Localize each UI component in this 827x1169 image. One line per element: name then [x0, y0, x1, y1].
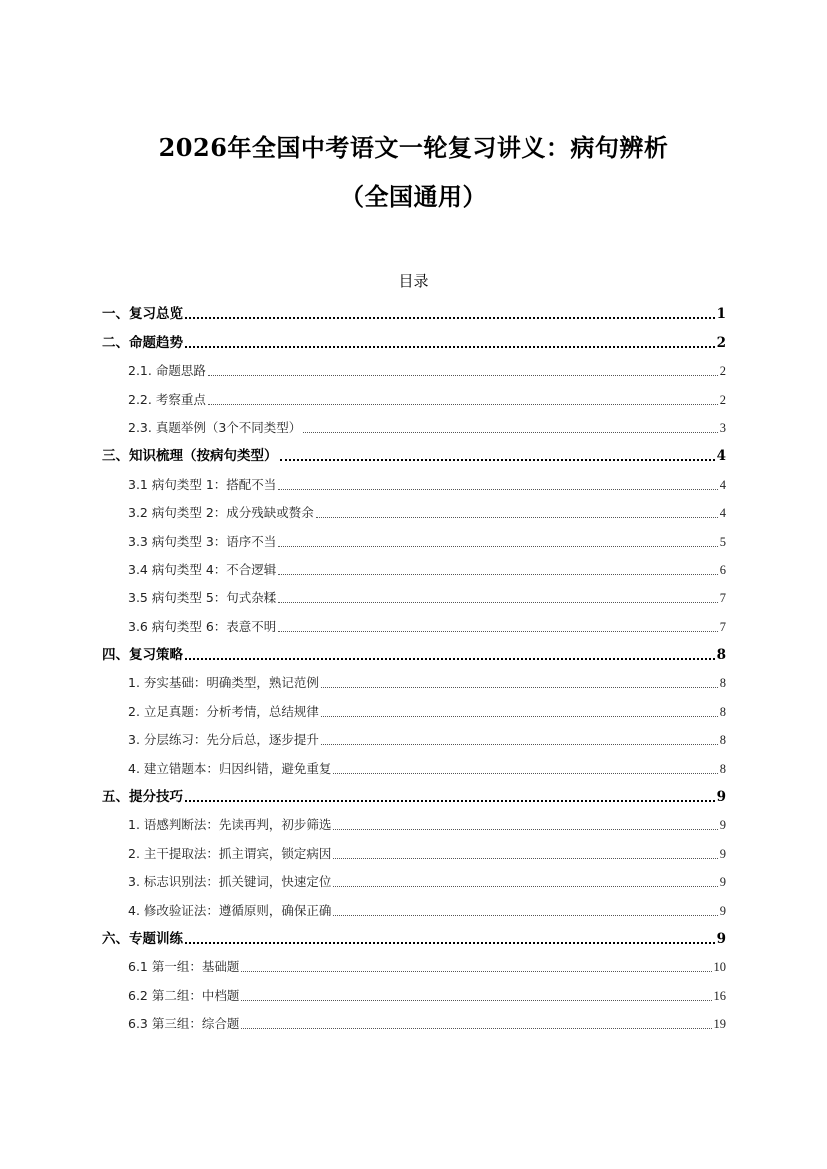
- toc-entry-label: 3.1 病句类型 1：搭配不当: [128, 476, 277, 492]
- toc-leader-dots: [321, 686, 718, 688]
- toc-entry-page-number: 10: [713, 960, 726, 975]
- toc-leader-dots: [333, 828, 717, 830]
- toc-subsection-entry[interactable]: [102, 724, 726, 752]
- toc-entry-label: 3.4 病句类型 4：不合逻辑: [128, 561, 277, 577]
- toc-subsection-entry[interactable]: [102, 355, 726, 383]
- toc-entry-label: 3. 标志识别法：抓关键词，快速定位: [128, 874, 332, 890]
- toc-entry-page-number: 6: [719, 562, 726, 577]
- toc-entry-page-number: 8: [716, 647, 726, 664]
- toc-leader-dots: [321, 715, 718, 717]
- toc-leader-dots: [185, 657, 715, 660]
- toc-entry-label: 3.2 病句类型 2：成分残缺或赘余: [128, 505, 314, 521]
- toc-section-entry[interactable]: [102, 440, 726, 468]
- toc-subsection-entry[interactable]: [102, 667, 726, 695]
- toc-heading: 目录: [398, 272, 429, 290]
- toc-subsection-entry[interactable]: [102, 951, 726, 979]
- toc-section-entry[interactable]: [102, 639, 726, 667]
- toc-entry-label: 3.3 病句类型 3：语序不当: [128, 533, 277, 549]
- toc-entry-label: 2.3. 真题举例（3个不同类型）: [128, 419, 302, 435]
- toc-entry-label: 4. 修改验证法：遵循原则，确保正确: [128, 902, 332, 918]
- toc-entry-page-number: 3: [719, 420, 726, 435]
- toc-entry-label: 三、知识梳理（按病句类型）: [102, 448, 278, 465]
- toc-entry-label: 6.3 第三组：综合题: [128, 1016, 240, 1032]
- toc-subsection-entry[interactable]: [102, 1008, 726, 1036]
- toc-leader-dots: [241, 1027, 711, 1029]
- toc-entry-page-number: 8: [719, 761, 726, 776]
- toc-entry-page-number: 5: [719, 534, 726, 549]
- toc-leader-dots: [278, 601, 717, 603]
- toc-entry-label: 五、提分技巧: [102, 789, 183, 806]
- toc-leader-dots: [280, 458, 715, 461]
- toc-subsection-entry[interactable]: [102, 610, 726, 638]
- toc-entry-label: 一、复习总览: [102, 306, 183, 323]
- toc-section-entry[interactable]: [102, 923, 726, 951]
- toc-entry-page-number: 7: [719, 619, 726, 634]
- toc-entry-label: 6.1 第一组：基础题: [128, 959, 240, 975]
- toc-leader-dots: [241, 999, 711, 1001]
- toc-subsection-entry[interactable]: [102, 582, 726, 610]
- toc-entry-label: 四、复习策略: [102, 647, 183, 664]
- toc-leader-dots: [185, 316, 715, 319]
- toc-entry-page-number: 8: [719, 704, 726, 719]
- table-of-contents: [102, 298, 726, 1036]
- toc-entry-page-number: 2: [716, 334, 726, 351]
- toc-entry-page-number: 9: [719, 875, 726, 890]
- toc-entry-label: 2.1. 命题思路: [128, 363, 206, 379]
- toc-entry-label: 2.2. 考察重点: [128, 391, 206, 407]
- toc-entry-label: 3.6 病句类型 6：表意不明: [128, 618, 277, 634]
- toc-entry-page-number: 1: [716, 306, 726, 323]
- toc-subsection-entry[interactable]: [102, 837, 726, 865]
- toc-entry-label: 1. 语感判断法：先读再判，初步筛选: [128, 817, 332, 833]
- toc-entry-label: 2. 立足真题：分析考情，总结规律: [128, 703, 319, 719]
- toc-leader-dots: [321, 743, 718, 745]
- toc-subsection-entry[interactable]: [102, 809, 726, 837]
- toc-entry-page-number: 9: [719, 846, 726, 861]
- toc-subsection-entry[interactable]: [102, 554, 726, 582]
- toc-section-entry[interactable]: [102, 298, 726, 326]
- toc-entry-page-number: 7: [719, 591, 726, 606]
- toc-section-entry[interactable]: [102, 781, 726, 809]
- toc-entry-label: 1. 夯实基础：明确类型，熟记范例: [128, 675, 319, 691]
- toc-subsection-entry[interactable]: [102, 894, 726, 922]
- toc-entry-page-number: 2: [719, 392, 726, 407]
- toc-leader-dots: [241, 970, 711, 972]
- toc-leader-dots: [208, 374, 718, 376]
- toc-subsection-entry[interactable]: [102, 866, 726, 894]
- toc-section-entry[interactable]: [102, 326, 726, 354]
- toc-subsection-entry[interactable]: [102, 979, 726, 1007]
- toc-entry-label: 4. 建立错题本：归因纠错，避免重复: [128, 760, 332, 776]
- toc-entry-page-number: 19: [713, 1017, 726, 1032]
- toc-entry-page-number: 8: [719, 733, 726, 748]
- toc-entry-page-number: 9: [716, 789, 726, 806]
- toc-leader-dots: [316, 516, 718, 518]
- toc-leader-dots: [278, 545, 717, 547]
- toc-leader-dots: [303, 431, 717, 433]
- toc-entry-label: 二、命题趋势: [102, 334, 183, 351]
- toc-leader-dots: [208, 403, 718, 405]
- toc-subsection-entry[interactable]: [102, 752, 726, 780]
- toc-subsection-entry[interactable]: [102, 412, 726, 440]
- toc-leader-dots: [278, 573, 717, 575]
- toc-entry-page-number: 16: [713, 988, 726, 1003]
- toc-entry-page-number: 9: [719, 903, 726, 918]
- document-title: 2026年全国中考语文一轮复习讲义：病句辨析: [158, 133, 669, 162]
- toc-subsection-entry[interactable]: [102, 695, 726, 723]
- toc-leader-dots: [333, 772, 717, 774]
- toc-leader-dots: [333, 885, 717, 887]
- toc-subsection-entry[interactable]: [102, 383, 726, 411]
- toc-leader-dots: [278, 630, 717, 632]
- toc-leader-dots: [333, 857, 717, 859]
- toc-subsection-entry[interactable]: [102, 468, 726, 496]
- toc-leader-dots: [185, 799, 715, 802]
- toc-entry-label: 3.5 病句类型 5：句式杂糅: [128, 590, 277, 606]
- toc-entry-page-number: 9: [719, 818, 726, 833]
- toc-entry-page-number: 4: [719, 477, 726, 492]
- document-subtitle: （全国通用）: [340, 182, 487, 211]
- toc-entry-label: 2. 主干提取法：抓主谓宾，锁定病因: [128, 845, 332, 861]
- toc-entry-page-number: 4: [716, 448, 726, 465]
- toc-subsection-entry[interactable]: [102, 525, 726, 553]
- toc-leader-dots: [185, 941, 715, 944]
- toc-entry-page-number: 2: [719, 364, 726, 379]
- toc-subsection-entry[interactable]: [102, 497, 726, 525]
- toc-entry-page-number: 9: [716, 930, 726, 947]
- toc-leader-dots: [278, 488, 717, 490]
- toc-entry-page-number: 4: [719, 506, 726, 521]
- toc-entry-page-number: 8: [719, 676, 726, 691]
- toc-leader-dots: [333, 914, 717, 916]
- toc-entry-label: 3. 分层练习：先分后总，逐步提升: [128, 732, 319, 748]
- toc-leader-dots: [185, 345, 715, 348]
- toc-entry-label: 6.2 第二组：中档题: [128, 987, 240, 1003]
- toc-entry-label: 六、专题训练: [102, 930, 183, 947]
